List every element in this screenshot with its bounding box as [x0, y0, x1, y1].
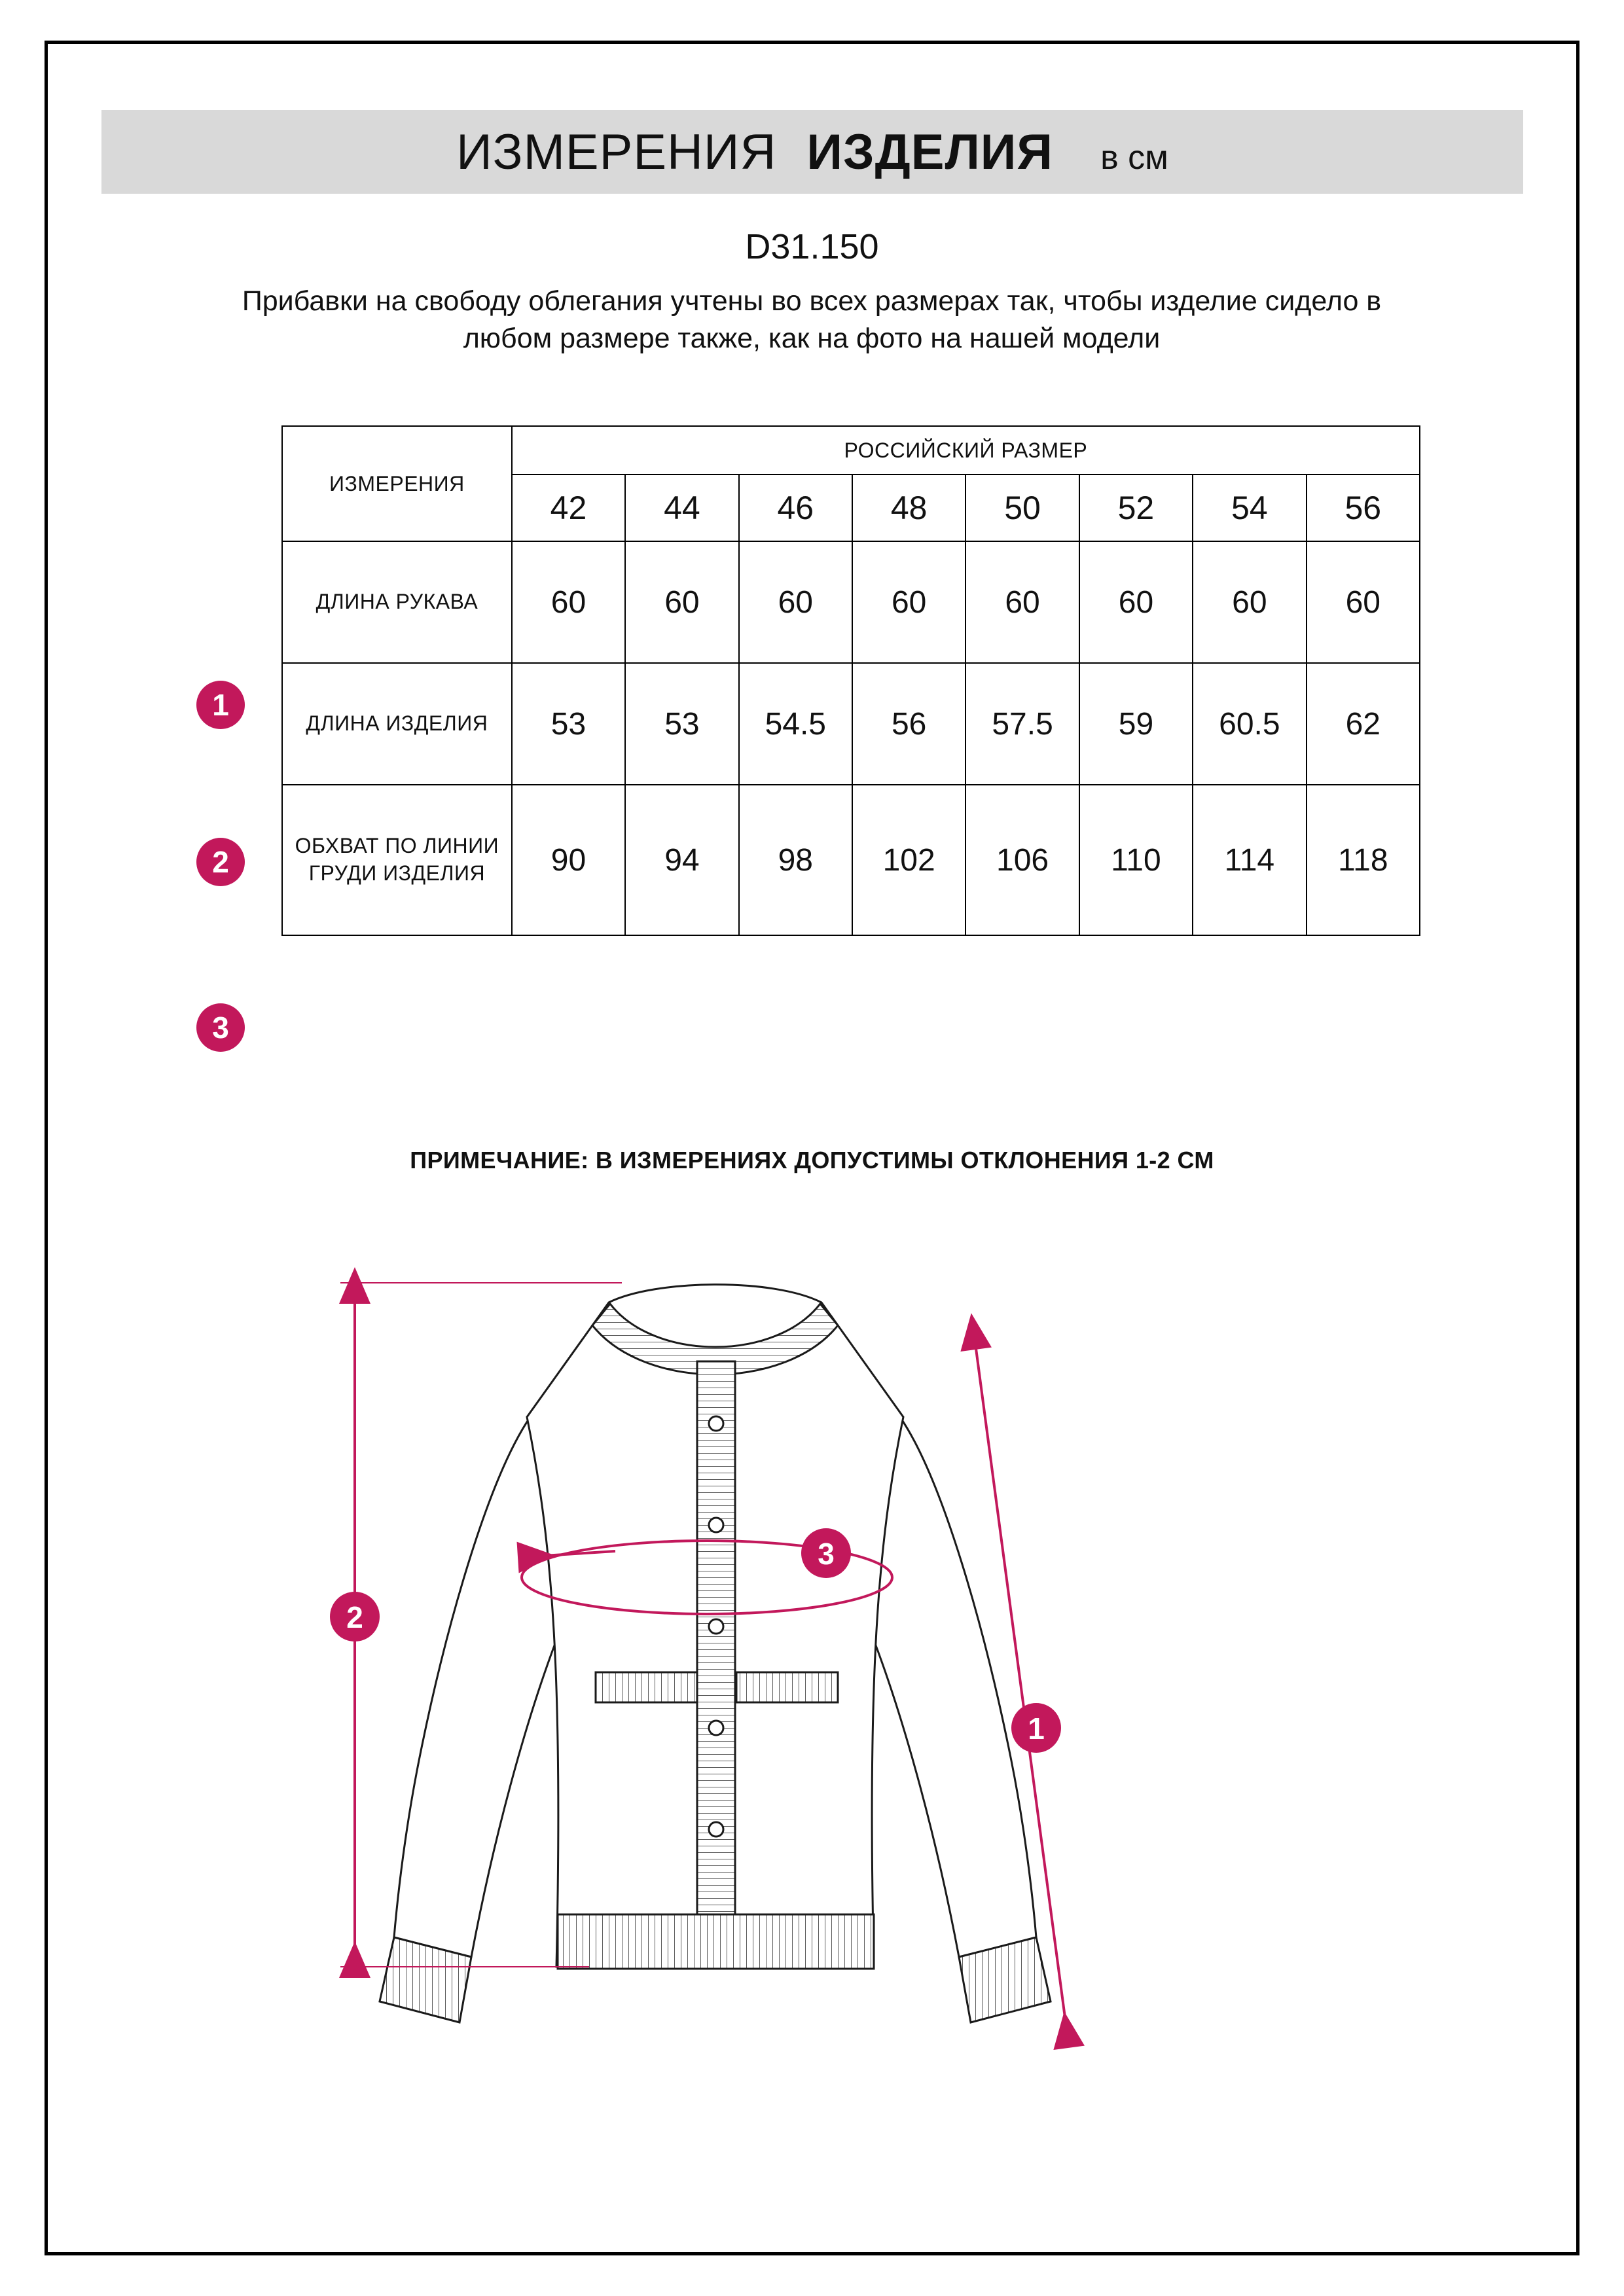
title-unit: в см: [1100, 138, 1168, 177]
cell-chest-48: 102: [852, 785, 965, 935]
cell-sleeve-46: 60: [739, 541, 852, 663]
cell-sleeve-48: 60: [852, 541, 965, 663]
cell-length-48: 56: [852, 663, 965, 785]
cell-length-46: 54.5: [739, 663, 852, 785]
table-row: [282, 663, 1420, 785]
size-header-56: 56: [1307, 475, 1420, 541]
table-row: [282, 785, 1420, 935]
row-badge-1: 1: [196, 681, 245, 729]
cell-length-52: 59: [1079, 663, 1193, 785]
note-text: ПРИМЕЧАНИЕ: В ИЗМЕРЕНИЯХ ДОПУСТИМЫ ОТКЛОНЕНИЯ 1-2 СМ: [410, 1147, 1214, 1174]
cell-chest-52: 110: [1079, 785, 1193, 935]
row-label-sleeve-length: ДЛИНА РУКАВА: [282, 541, 512, 663]
header-measurements: ИЗМЕРЕНИЯ: [282, 426, 512, 541]
row-label-product-length: ДЛИНА ИЗДЕЛИЯ: [282, 663, 512, 785]
header-size-group: РОССИЙСКИЙ РАЗМЕР: [512, 426, 1420, 475]
cardigan-drawing: [380, 1285, 1051, 2022]
cell-length-44: 53: [625, 663, 738, 785]
model-code: D31.150: [745, 227, 879, 266]
table-header-group-row: [282, 426, 1420, 475]
illustration-badge-2: 2: [346, 1600, 363, 1634]
row-badge-3: 3: [196, 1003, 245, 1052]
title-strong: ИЗДЕЛИЯ: [806, 124, 1054, 180]
cell-sleeve-42: 60: [512, 541, 625, 663]
size-table: [281, 425, 1420, 936]
size-header-52: 52: [1079, 475, 1193, 541]
cell-chest-56: 118: [1307, 785, 1420, 935]
cell-sleeve-44: 60: [625, 541, 738, 663]
cell-length-42: 53: [512, 663, 625, 785]
title-line: [456, 124, 1168, 181]
cell-sleeve-56: 60: [1307, 541, 1420, 663]
cell-sleeve-52: 60: [1079, 541, 1193, 663]
cell-chest-44: 94: [625, 785, 738, 935]
cell-chest-46: 98: [739, 785, 852, 935]
row-label-chest-girth: ОБХВАТ ПО ЛИНИИ ГРУДИ ИЗДЕЛИЯ: [282, 785, 512, 935]
intro-text: Прибавки на свободу облегания учтены во всех размерах так, чтобы изделие сидело в любом размере также, как на фото на нашей модели: [242, 285, 1382, 354]
size-table-wrapper: [281, 425, 1420, 936]
size-header-50: 50: [965, 475, 1079, 541]
cell-length-50: 57.5: [965, 663, 1079, 785]
cell-sleeve-54: 60: [1193, 541, 1306, 663]
size-header-44: 44: [625, 475, 738, 541]
illustration-badge-3: 3: [818, 1537, 835, 1571]
size-header-54: 54: [1193, 475, 1306, 541]
cell-sleeve-50: 60: [965, 541, 1079, 663]
cell-chest-54: 114: [1193, 785, 1306, 935]
row-badge-2: 2: [196, 838, 245, 886]
title-band: [101, 110, 1523, 194]
cell-chest-50: 106: [965, 785, 1079, 935]
size-header-46: 46: [739, 475, 852, 541]
illustration-badge-1: 1: [1028, 1712, 1045, 1746]
garment-illustration: [314, 1263, 1335, 2179]
cell-length-56: 62: [1307, 663, 1420, 785]
size-header-48: 48: [852, 475, 965, 541]
cell-chest-42: 90: [512, 785, 625, 935]
size-header-42: 42: [512, 475, 625, 541]
cell-length-54: 60.5: [1193, 663, 1306, 785]
title-main: ИЗМЕРЕНИЯ: [456, 124, 777, 180]
table-row: [282, 541, 1420, 663]
